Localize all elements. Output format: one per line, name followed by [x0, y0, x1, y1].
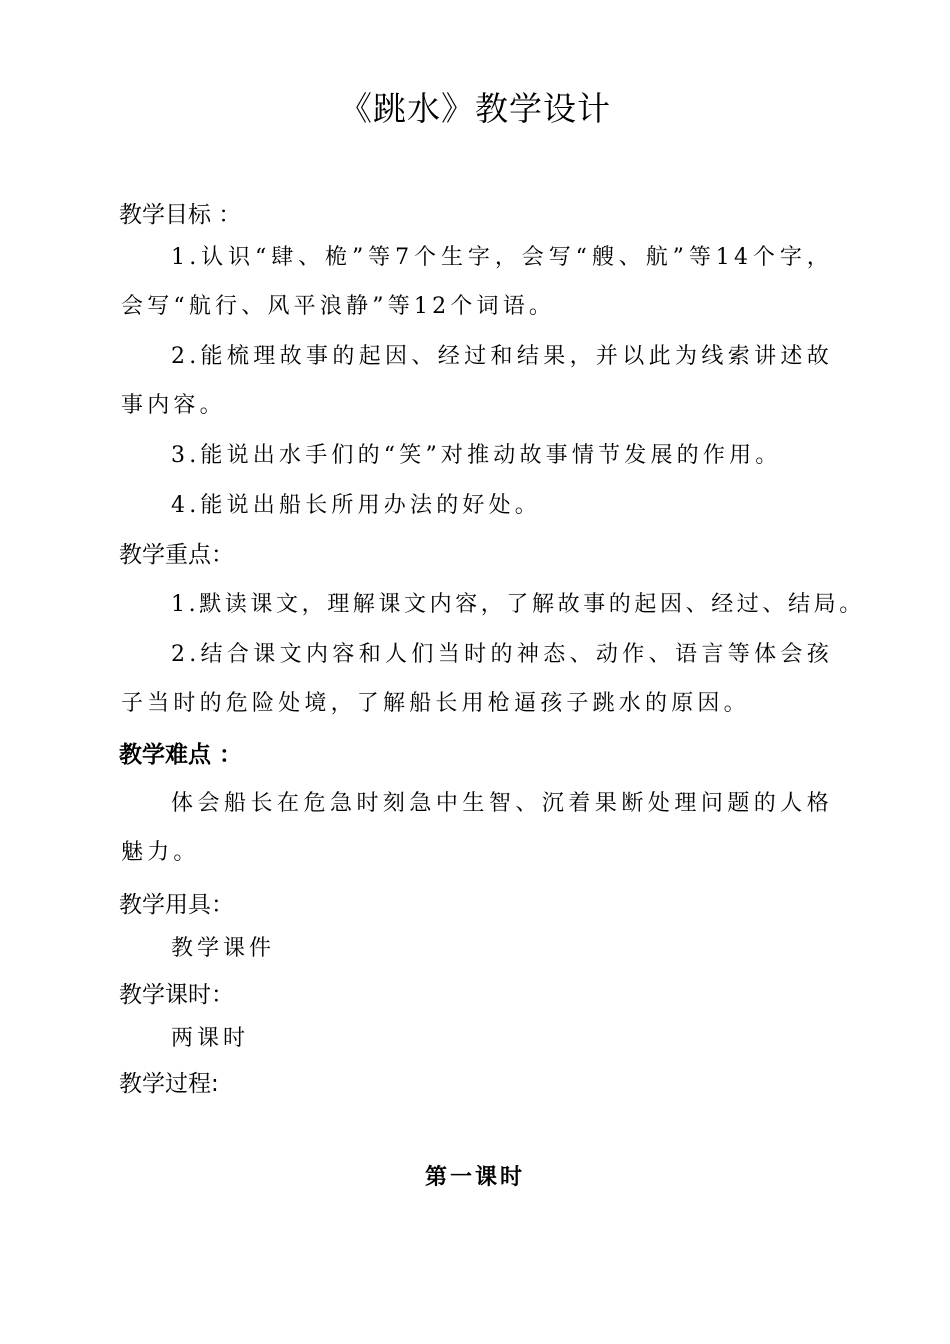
objective-item-1: 1.认识“肆、桅”等7个生字，会写“艘、航”等14个字，会写“航行、风平浪静”等12个词语。 [121, 245, 833, 319]
objective-item-2: 2.能梳理故事的起因、经过和结果，并以此为线索讲述故事内容。 [121, 344, 833, 418]
tools-text: 教学课件 [171, 936, 276, 961]
difficulties-heading: 教学难点 ： [119, 742, 243, 768]
hours-text: 两课时 [171, 1026, 250, 1051]
key-points-heading: 教学重点： [119, 542, 234, 568]
objective-item-3: 3.能说出水手们的“笑”对推动故事情节发展的作用。 [171, 443, 782, 468]
objective-item-4: 4.能说出船长所用办法的好处。 [171, 493, 541, 518]
key-point-item-1: 1.默读课文，理解课文内容，了解故事的起因、经过、结局。 [171, 592, 865, 617]
objectives-heading: 教学目标 ： [119, 202, 242, 228]
process-heading: 教学过程: [119, 1071, 219, 1097]
difficulties-text: 体会船长在危急时刻急中生智、沉着果断处理问题的人格魅力。 [121, 791, 833, 865]
tools-heading: 教学用具： [119, 892, 234, 918]
first-lesson-title: 第一课时 [424, 1164, 525, 1190]
key-point-item-2: 2.结合课文内容和人们当时的神态、动作、语言等体会孩子当时的危险处境，了解船长用枪逼孩子跳水的原因。 [121, 642, 833, 716]
hours-heading: 教学课时： [119, 982, 234, 1008]
document-title: 《跳水》教学设计 [339, 89, 611, 128]
